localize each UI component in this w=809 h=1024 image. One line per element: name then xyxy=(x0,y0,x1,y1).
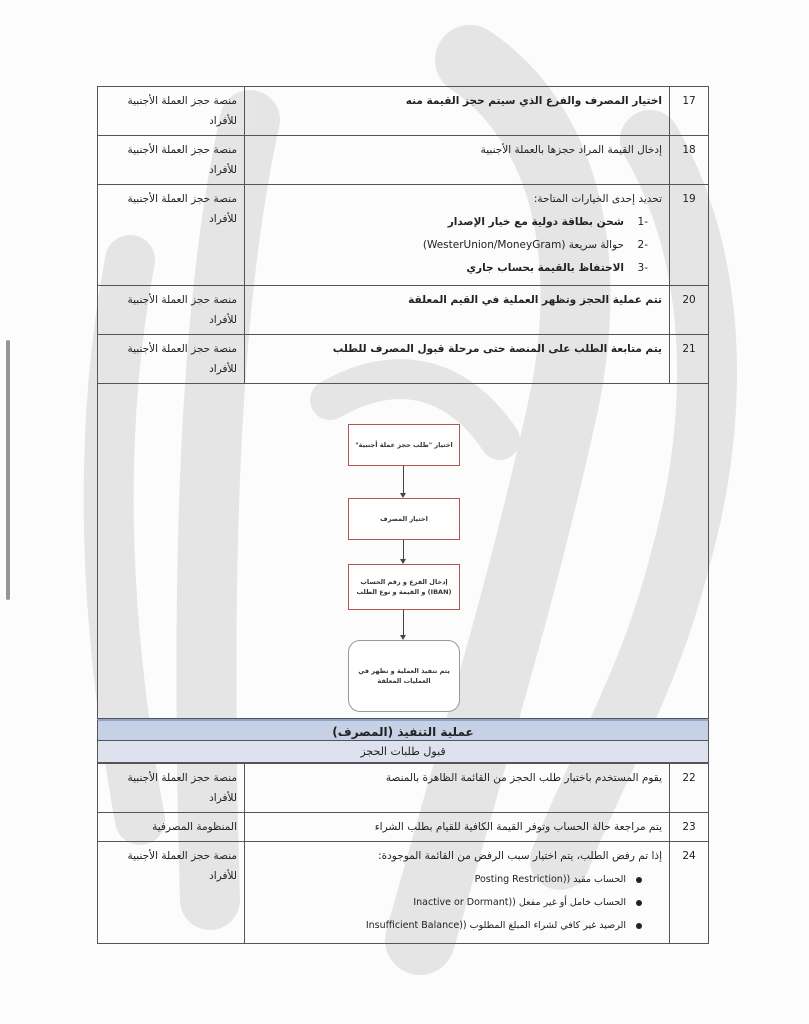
flowchart-cell xyxy=(98,384,709,719)
scrollbar-thumb[interactable] xyxy=(6,340,10,600)
option-text: شحن بطاقة دولية مع خيار الإصدار xyxy=(447,216,624,228)
step-description-with-bullets xyxy=(245,842,670,944)
step-platform: منصة حجز العملة الأجنبية للأفراد xyxy=(98,87,245,136)
step-number: 18 xyxy=(670,136,709,185)
step-platform: المنظومة المصرفية xyxy=(98,813,245,842)
step-number: 23 xyxy=(670,813,709,842)
list-item xyxy=(252,235,648,255)
flowchart xyxy=(98,384,710,718)
table-row xyxy=(98,87,709,136)
flow-arrow xyxy=(403,466,404,496)
step-platform: منصة حجز العملة الأجنبية للأفراد xyxy=(98,842,245,944)
table-row xyxy=(98,813,709,842)
option-number: -3 xyxy=(637,262,648,274)
step-description: يتم مراجعة حالة الحساب وتوفر القيمة الكافية للقيام بطلب الشراء xyxy=(245,813,670,842)
step-description: يتم متابعة الطلب على المنصة حتى مرحلة قبول المصرف للطلب xyxy=(245,335,670,384)
list-item xyxy=(252,870,642,890)
steps-table-1 xyxy=(97,86,709,719)
bullet-icon xyxy=(636,900,642,906)
table-row xyxy=(98,335,709,384)
table-row xyxy=(98,286,709,335)
step-number: 21 xyxy=(670,335,709,384)
step-number: 17 xyxy=(670,87,709,136)
step-number: 19 xyxy=(670,185,709,286)
option-text: الاحتفاظ بالقيمة بحساب جاري xyxy=(466,262,624,274)
table-row xyxy=(98,185,709,286)
table-row xyxy=(98,764,709,813)
step-platform: منصة حجز العملة الأجنبية للأفراد xyxy=(98,136,245,185)
step-description: اختيار المصرف والفرع الذي سيتم حجز القيمة منه xyxy=(245,87,670,136)
step-number: 24 xyxy=(670,842,709,944)
list-item xyxy=(252,893,642,913)
flow-step-3: إدخال الفرع و رقم الحساب (IBAN) و القيمة و نوع الطلب xyxy=(348,564,460,610)
rejection-reasons-list xyxy=(252,870,642,936)
list-item xyxy=(252,916,642,936)
section-title: عملية التنفيذ (المصرف) xyxy=(97,719,709,741)
step-platform: منصة حجز العملة الأجنبية للأفراد xyxy=(98,185,245,286)
step-number: 22 xyxy=(670,764,709,813)
step-platform: منصة حجز العملة الأجنبية للأفراد xyxy=(98,335,245,384)
steps-table-2 xyxy=(97,763,709,944)
step-platform: منصة حجز العملة الأجنبية للأفراد xyxy=(98,286,245,335)
step-description: تتم عملية الحجز وتظهر العملية في القيم المعلقة xyxy=(245,286,670,335)
list-item xyxy=(252,258,648,278)
step-number: 20 xyxy=(670,286,709,335)
bullet-text: الحساب خامل أو غير مفعل ((Inactive or Dormant xyxy=(413,897,626,908)
flow-step-4: يتم تنفيذ العملية و تظهر في العمليات المعلقة xyxy=(348,640,460,712)
bullet-icon xyxy=(636,923,642,929)
step-platform: منصة حجز العملة الأجنبية للأفراد xyxy=(98,764,245,813)
bullet-text: الحساب مقيد ((Posting Restriction xyxy=(474,874,626,885)
table-row xyxy=(98,136,709,185)
option-number: -2 xyxy=(637,239,648,251)
table-row xyxy=(98,842,709,944)
flowchart-row xyxy=(98,384,709,719)
document-content xyxy=(97,86,709,944)
option-text: حوالة سريعة (WesterUnion/MoneyGram) xyxy=(422,239,624,251)
flow-step-2: اختيار المصرف xyxy=(348,498,460,540)
flow-arrow xyxy=(403,610,404,638)
flow-step-1: اختيار "طلب حجز عملة أجنبية" xyxy=(348,424,460,466)
step-description: تحديد إحدى الخيارات المتاحة: xyxy=(533,193,662,205)
step-description: إدخال القيمة المراد حجزها بالعملة الأجنبية xyxy=(245,136,670,185)
section-subtitle: قبول طلبات الحجز xyxy=(97,741,709,763)
flow-arrow xyxy=(403,540,404,562)
step-description-with-options xyxy=(245,185,670,286)
step-description: إذا تم رفض الطلب، يتم اختيار سبب الرفض من القائمة الموجودة: xyxy=(378,850,662,862)
step-description: يقوم المستخدم باختيار طلب الحجز من القائمة الظاهرة بالمنصة xyxy=(245,764,670,813)
list-item xyxy=(252,212,648,232)
options-list xyxy=(252,212,648,278)
bullet-text: الرصيد غير كافي لشراء المبلغ المطلوب ((Insufficient Balance xyxy=(365,920,626,931)
bullet-icon xyxy=(636,877,642,883)
option-number: -1 xyxy=(637,216,648,228)
